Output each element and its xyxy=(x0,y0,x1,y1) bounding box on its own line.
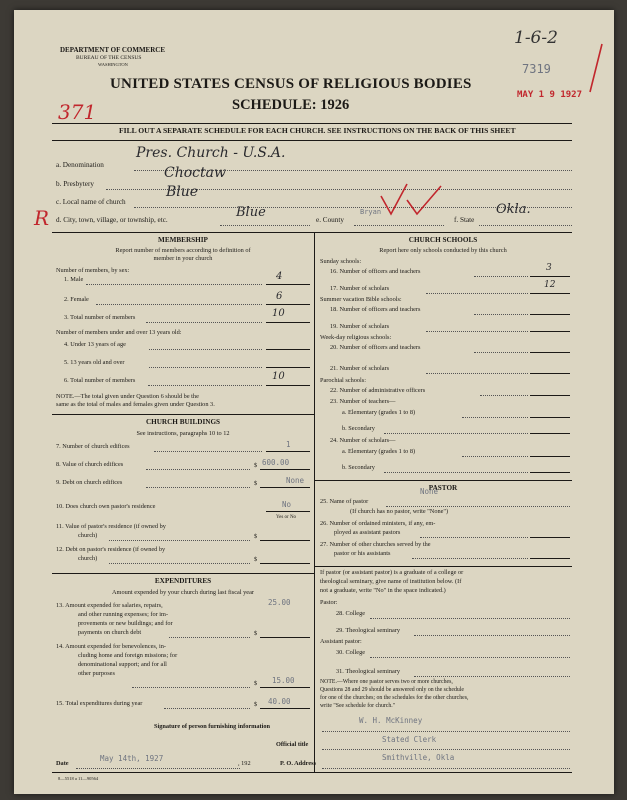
sunday-scholars-value: 12 xyxy=(544,280,556,290)
pastor-residence-value: No xyxy=(282,500,292,509)
dollar-sign: $ xyxy=(254,630,258,637)
total-members-6-value: 10 xyxy=(272,371,285,382)
membership-note-1: NOTE.—The total given under Question 6 should be the xyxy=(56,393,199,400)
handwritten-r: R xyxy=(34,206,50,230)
benevolences-label-1: 14. Amount expended for benevolences, in- xyxy=(56,643,166,650)
benevolences-label-3: denominational support; and for all xyxy=(78,661,167,668)
handwritten-date-code: 1-6-2 xyxy=(514,28,558,48)
pastor-note-4: write "See schedule for church." xyxy=(320,703,396,709)
female-value: 6 xyxy=(276,291,283,302)
other-churches-label-2: pastor or his assistants xyxy=(334,550,391,557)
church-buildings-heading: CHURCH BUILDINGS xyxy=(145,418,221,426)
weekday-schools-label: Week-day religious schools: xyxy=(320,334,392,341)
over-13-label: 5. 13 years old and over xyxy=(64,359,125,366)
denomination-value: Pres. Church - U.S.A. xyxy=(136,145,286,161)
residence-value-label: 11. Value of pastor's residence (if owned by xyxy=(56,523,166,530)
debt-edifices-label: 9. Debt on church edifices xyxy=(56,479,123,486)
county-value: Bryan xyxy=(360,208,382,216)
handwritten-number: 371 xyxy=(58,100,97,124)
denomination-label: a. Denomination xyxy=(56,161,104,169)
members-by-sex-label: Number of members, by sex: xyxy=(56,267,130,274)
bureau-label: BUREAU OF THE CENSUS xyxy=(76,55,142,61)
church-name-value: Blue xyxy=(166,184,199,200)
department-label: DEPARTMENT OF COMMERCE xyxy=(60,46,166,54)
expenditures-instruction: Amount expended by your church during last fiscal year xyxy=(112,589,254,596)
received-date-stamp: MAY 1 9 1927 xyxy=(517,90,583,100)
sunday-schools-label: Sunday schools: xyxy=(320,258,362,265)
pastor-name-label: 25. Name of pastor xyxy=(320,498,369,505)
total-members-value: 10 xyxy=(272,308,285,319)
teachers-secondary-label: b. Secondary xyxy=(342,425,375,432)
sunday-officers-value: 3 xyxy=(546,263,552,273)
debt-edifices-value: None xyxy=(286,476,305,485)
benevolences-value: 15.00 xyxy=(272,676,295,685)
under-13-label: 4. Under 13 years of age xyxy=(64,341,126,348)
admin-officers-label: 22. Number of administrative officers xyxy=(330,387,426,394)
instruction-banner: FILL OUT A SEPARATE SCHEDULE FOR EACH CHURCH. SEE INSTRUCTIONS ON THE BACK OF THIS SHEET xyxy=(119,126,516,135)
church-name-label: c. Local name of church xyxy=(56,198,126,206)
city-label: d. City, town, village, or township, etc. xyxy=(56,216,168,224)
address-value: Smithville, Okla xyxy=(382,753,455,762)
date-value: May 14th, 1927 xyxy=(100,754,164,763)
benevolences-label-2: cluding home and foreign missions; for xyxy=(78,652,178,659)
dollar-sign: $ xyxy=(254,701,258,708)
assistant-college-label: 30. College xyxy=(336,649,366,656)
sunday-scholars-label: 17. Number of scholars xyxy=(330,285,390,292)
signature-value: W. H. McKinney xyxy=(359,716,423,725)
date-label: Date xyxy=(56,760,69,767)
value-edifices-label: 8. Value of church edifices xyxy=(56,461,124,468)
schools-instruction: Report here only schools conducted by this church xyxy=(379,247,507,254)
vacation-officers-label: 18. Number of officers and teachers xyxy=(330,306,421,313)
assistant-pastor-subheading: Assistant pastor: xyxy=(320,638,362,645)
pastor-heading: PASTOR xyxy=(428,484,458,492)
parochial-schools-label: Parochial schools: xyxy=(320,377,366,384)
salaries-value: 25.00 xyxy=(268,598,291,607)
total-members-6-label: 6. Total number of members xyxy=(64,377,136,384)
pastor-name-note: (If church has no pastor, write "None") xyxy=(350,508,449,515)
state-label: f. State xyxy=(454,216,475,224)
membership-instruction-2: member in your church xyxy=(153,255,213,262)
college-note-1: If pastor (or assistant pastor) is a graduate of a college or xyxy=(320,569,464,576)
teachers-label: 23. Number of teachers— xyxy=(330,398,396,405)
num-edifices-label: 7. Number of church edifices xyxy=(56,443,130,450)
scholars-elementary-label: a. Elementary (grades 1 to 8) xyxy=(342,448,416,455)
college-note-3: not a graduate, write "No" in the space indicated.) xyxy=(320,587,446,594)
parochial-scholars-label: 24. Number of scholars— xyxy=(330,437,396,444)
salaries-label-1: 13. Amount expended for salaries, repairs, xyxy=(56,602,163,609)
salaries-label-3: provements or new buildings; and for xyxy=(78,620,173,627)
value-edifices-value: 600.00 xyxy=(262,458,290,467)
pastor-college-label: 28. College xyxy=(336,610,366,617)
membership-note-2: same as the total of males and females given under Question 3. xyxy=(56,401,215,408)
date-year-suffix: , 192 xyxy=(238,760,251,767)
dollar-sign: $ xyxy=(254,480,258,487)
weekday-officers-label: 20. Number of officers and teachers xyxy=(330,344,421,351)
pastor-name-value: None xyxy=(420,487,439,496)
membership-heading: MEMBERSHIP xyxy=(158,236,208,244)
vacation-scholars-label: 19. Number of scholars xyxy=(330,323,390,330)
presbytery-value: Choctaw xyxy=(164,165,226,181)
total-members-label: 3. Total number of members xyxy=(64,314,136,321)
pastor-seminary-label: 29. Theological seminary xyxy=(336,627,401,634)
other-churches-label: 27. Number of other churches served by the xyxy=(320,541,431,548)
check-marks-icon xyxy=(379,180,449,220)
state-value: Okla. xyxy=(496,202,531,217)
sunday-officers-label: 16. Number of officers and teachers xyxy=(330,268,421,275)
teachers-elementary-label: a. Elementary (grades 1 to 8) xyxy=(342,409,416,416)
form-title: UNITED STATES CENSUS OF RELIGIOUS BODIES xyxy=(110,76,472,92)
membership-instruction-1: Report number of members according to definition of xyxy=(115,247,251,254)
pastor-note-1: NOTE.—Where one pastor serves two or more churches, xyxy=(320,679,453,685)
pastor-residence-label: 10. Does church own pastor's residence xyxy=(56,503,156,510)
assistant-seminary-label: 31. Theological seminary xyxy=(336,668,401,675)
form-code: 8—5518 a 11—90564 xyxy=(58,776,99,781)
form-subtitle: SCHEDULE: 1926 xyxy=(232,97,350,113)
expenditures-heading: EXPENDITURES xyxy=(154,577,212,585)
salaries-label-4: payments on church debt xyxy=(78,629,142,636)
church-schools-heading: CHURCH SCHOOLS xyxy=(408,236,478,244)
residence-debt-label-2: church) xyxy=(78,555,98,562)
pastor-subheading: Pastor: xyxy=(320,599,338,606)
male-value: 4 xyxy=(276,271,283,282)
vacation-schools-label: Summer vacation Bible schools: xyxy=(320,296,402,303)
signature-label: Signature of person furnishing information xyxy=(154,723,271,730)
yes-or-no-caption: Yes or No xyxy=(276,515,297,520)
county-label: e. County xyxy=(316,216,344,224)
age-label: Number of members under and over 13 years old: xyxy=(56,329,182,336)
num-edifices-value: 1 xyxy=(286,440,291,449)
city-value: Blue xyxy=(236,205,266,220)
check-mark-icon xyxy=(584,40,614,100)
dollar-sign: $ xyxy=(254,556,258,563)
college-note-2: theological seminary, give name of institution below. (If xyxy=(320,578,462,585)
pastor-note-2: Questions 28 and 29 should be answered only on the schedule xyxy=(320,687,464,693)
census-form xyxy=(14,10,614,794)
residence-value-label-2: church) xyxy=(78,532,98,539)
presbytery-label: b. Presbytery xyxy=(56,180,94,188)
dollar-sign: $ xyxy=(254,533,258,540)
pastor-note-3: for one of the churches; on the schedules for the other churches, xyxy=(320,695,469,701)
ordained-ministers-label-2: ployed as assistant pastors xyxy=(334,529,401,536)
buildings-instruction: See instructions, paragraphs 10 to 12 xyxy=(136,430,230,437)
dollar-sign: $ xyxy=(254,680,258,687)
serial-number: 7319 xyxy=(522,62,551,76)
total-expenditures-label: 15. Total expenditures during year xyxy=(56,700,143,707)
salaries-label-2: and other running expenses; for im- xyxy=(78,611,169,618)
total-expenditures-value: 40.00 xyxy=(268,697,291,706)
dollar-sign: $ xyxy=(254,462,258,469)
scholars-secondary-label: b. Secondary xyxy=(342,464,375,471)
address-label: P. O. Address xyxy=(280,760,317,767)
benevolences-label-4: other purposes xyxy=(78,670,115,677)
weekday-scholars-label: 21. Number of scholars xyxy=(330,365,390,372)
official-title-label: Official title xyxy=(276,741,309,748)
ordained-ministers-label: 26. Number of ordained ministers, if any, em- xyxy=(320,520,436,527)
male-label: 1. Male xyxy=(64,276,84,283)
location-label: WASHINGTON xyxy=(98,62,128,67)
female-label: 2. Female xyxy=(64,296,89,303)
official-title-value: Stated Clerk xyxy=(382,735,437,744)
residence-debt-label: 12. Debt on pastor's residence (if owned by xyxy=(56,546,166,553)
